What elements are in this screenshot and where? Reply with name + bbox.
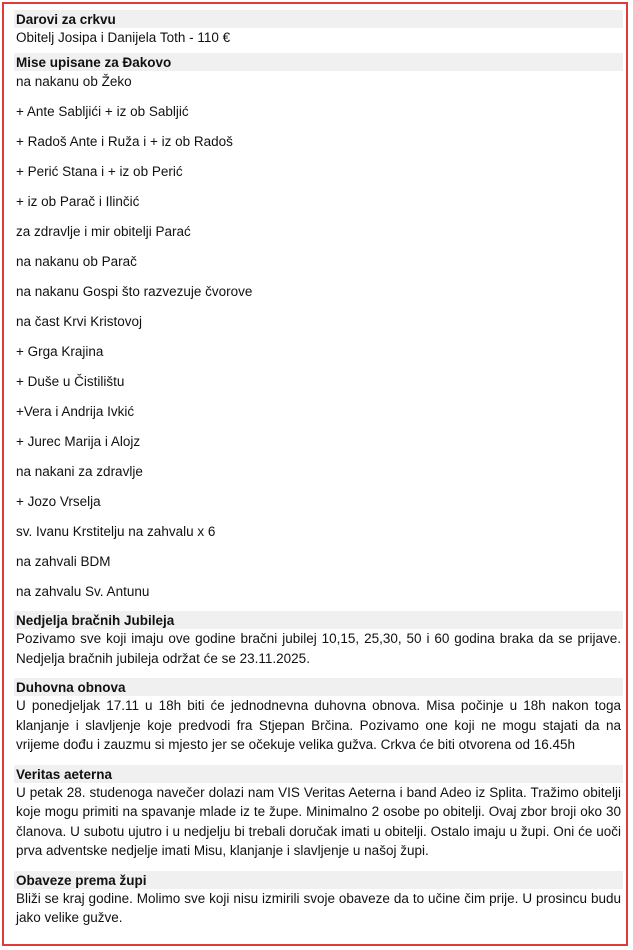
mass-intentions-list xyxy=(14,71,623,611)
list-item: + Duše u Čistilištu xyxy=(16,374,125,389)
list-item: + Perić Stana i + iz ob Perić xyxy=(16,164,183,179)
list-item: za zdravlje i mir obitelji Parać xyxy=(16,224,191,239)
section-title-veritas: Veritas aeterna xyxy=(14,765,623,783)
obnova-text: U ponedjeljak 17.11 u 18h biti će jednodnevna duhovna obnova. Misa počinje u 18h nakon toga klanjanje i slavljenje koje predvodi fra Stjepan Brčina. Pozivamo one koji ne mogu stajati da na vrijeme dođu i zauzmu si mjesto jer se očekuje velika gužva. Crkva će biti otvorena od 16.45h xyxy=(16,698,621,752)
document-content xyxy=(14,10,623,928)
list-item: + Grga Krajina xyxy=(16,344,104,359)
veritas-text: U petak 28. studenoga navečer dolazi nam VIS Veritas Aeterna i band Adeo iz Splita. Tražimo obitelji koje mogu primiti na spavanje mlade iz te župe. Minimalno 2 osobe po obitelji. Ovaj zbor broji oko 30 članova. U subotu ujutro i u nedjelju bi trebali doručak imati u obitelji. Ostalo imaju u župi. Oni će uoči prva adventske nedjelje imati Misu, klanjanje i slavljenje u našoj župi. xyxy=(16,784,621,858)
section-title-obaveze: Obaveze prema župi xyxy=(14,871,623,889)
section-title-jubileji: Nedjelja bračnih Jubileja xyxy=(14,611,623,629)
list-item: + Radoš Ante i Ruža i + iz ob Radoš xyxy=(16,134,233,149)
section-title-mise: Mise upisane za Đakovo xyxy=(14,53,623,71)
list-item: + Ante Sabljići + iz ob Sabljić xyxy=(16,104,189,119)
list-item: na nakanu ob Parač xyxy=(16,254,137,269)
list-item: + iz ob Parač i Ilinčić xyxy=(16,194,140,209)
list-item: + Jurec Marija i Alojz xyxy=(16,434,141,449)
list-item: na nakanu Gospi što razvezuje čvorove xyxy=(16,284,253,299)
document-frame xyxy=(2,2,628,946)
jubileji-text: Pozivamo sve koji imaju ove godine bračni jubilej 10,15, 25,30, 50 i 60 godina braka da se prijave. Nedjelja bračnih jubileja održat će se 23.11.2025. xyxy=(16,631,621,666)
obaveze-text: Bliži se kraj godine. Molimo sve koji nisu izmirili svoje obaveze da to učine čim prije. U prosincu budu jako velike gužve. xyxy=(16,890,621,925)
list-item: +Vera i Andrija Ivkić xyxy=(16,404,135,419)
section-title-darovi: Darovi za crkvu xyxy=(14,10,623,28)
list-item: sv. Ivanu Krstitelju na zahvalu x 6 xyxy=(16,524,216,539)
darovi-text: Obitelj Josipa i Danijela Toth - 110 € xyxy=(16,30,231,45)
list-item: + Jozo Vrselja xyxy=(16,494,101,509)
list-item: na nakani za zdravlje xyxy=(16,464,143,479)
list-item: na čast Krvi Kristovoj xyxy=(16,314,143,329)
list-item: na zahvalu Sv. Antunu xyxy=(16,584,150,599)
list-item: na nakanu ob Žeko xyxy=(16,74,132,89)
list-item: na zahvali BDM xyxy=(16,554,111,569)
section-title-obnova: Duhovna obnova xyxy=(14,678,623,696)
